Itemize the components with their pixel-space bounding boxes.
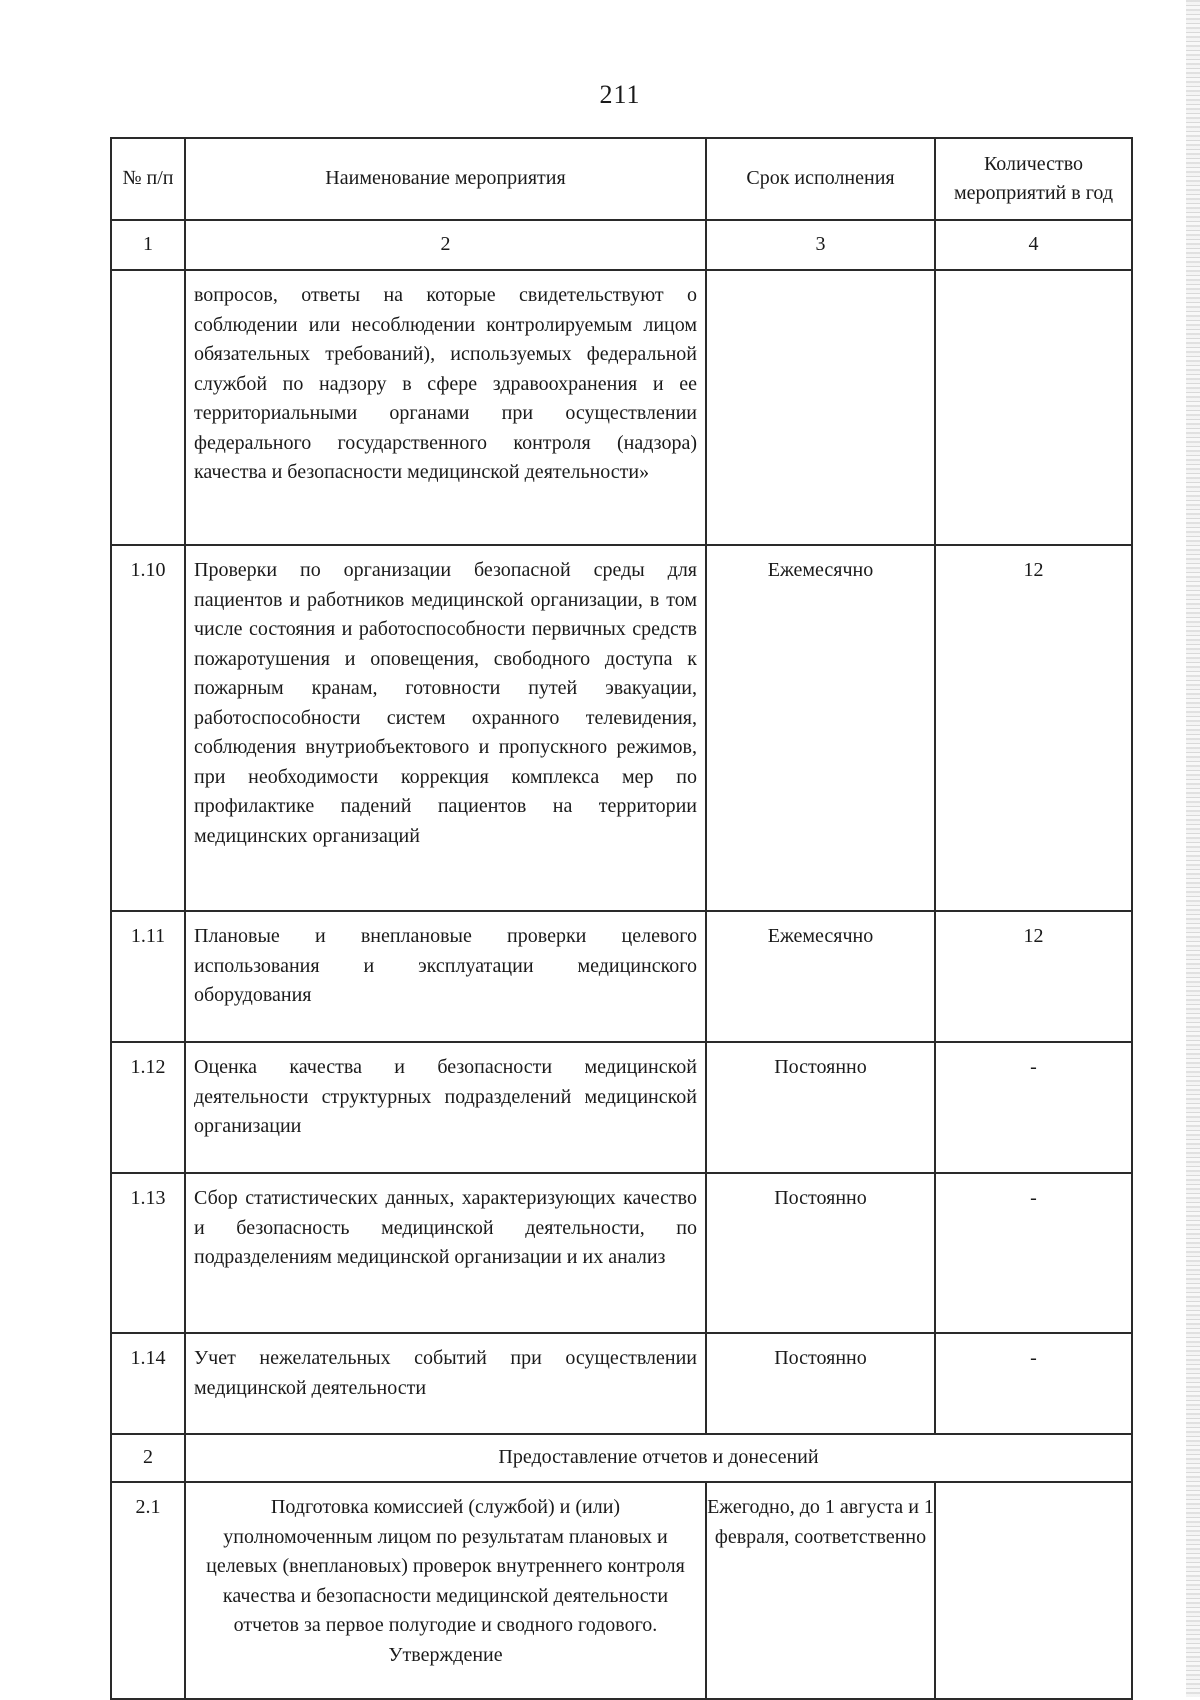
- row-name: Оценка качества и безопасности медицинской деятельности структурных подразделений медицинской организации: [185, 1042, 706, 1173]
- row-num-empty: [111, 270, 185, 545]
- row-count-empty: [935, 270, 1132, 545]
- table-row: [111, 545, 1132, 911]
- column-number: 2: [185, 220, 706, 270]
- table-row: [111, 1042, 1132, 1173]
- row-num: 1.10: [111, 545, 185, 911]
- row-num: 1.14: [111, 1333, 185, 1434]
- header-count: Количество мероприятий в год: [935, 138, 1132, 220]
- column-number: 1: [111, 220, 185, 270]
- row-term: Постоянно: [706, 1173, 935, 1333]
- row-num: 1.11: [111, 911, 185, 1042]
- table-row-continuation: [111, 270, 1132, 545]
- header-num: № п/п: [111, 138, 185, 220]
- page-number: 211: [599, 80, 641, 109]
- scan-edge-artifact: [1186, 0, 1200, 1697]
- header-name: Наименование мероприятия: [185, 138, 706, 220]
- column-number: 3: [706, 220, 935, 270]
- row-term: Ежегодно, до 1 августа и 1 февраля, соответственно: [706, 1482, 935, 1699]
- row-name: Учет нежелательных событий при осуществлении медицинской деятельности: [185, 1333, 706, 1434]
- table-header-row: [111, 138, 1132, 220]
- row-term: Ежемесячно: [706, 911, 935, 1042]
- row-term: Постоянно: [706, 1042, 935, 1173]
- row-count: [935, 1482, 1132, 1699]
- table-row: [111, 1482, 1132, 1699]
- row-num: 2.1: [111, 1482, 185, 1699]
- row-term: Постоянно: [706, 1333, 935, 1434]
- row-num: 1.12: [111, 1042, 185, 1173]
- row-name: Сбор статистических данных, характеризующих качество и безопасность медицинской деятельности, по подразделениям медицинской организации и их анализ: [185, 1173, 706, 1333]
- row-count: -: [935, 1042, 1132, 1173]
- row-term-empty: [706, 270, 935, 545]
- row-count: -: [935, 1173, 1132, 1333]
- table-row: [111, 911, 1132, 1042]
- table-row: [111, 1173, 1132, 1333]
- section-title: Предоставление отчетов и донесений: [185, 1434, 1132, 1482]
- header-term: Срок исполнения: [706, 138, 935, 220]
- row-name: Плановые и внеплановые проверки целевого использования и эксплуатации медицинского оборудования: [185, 911, 706, 1042]
- row-count: -: [935, 1333, 1132, 1434]
- column-numbers-row: [111, 220, 1132, 270]
- section-row: [111, 1434, 1132, 1482]
- section-num: 2: [111, 1434, 185, 1482]
- activities-table: [110, 137, 1133, 1700]
- row-name: Подготовка комиссией (службой) и (или) уполномоченным лицом по результатам плановых и целевых (внеплановых) проверок внутреннего контроля качества и безопасности медицинской деятельности отчетов за первое полугодие и сводного годового. Утверждение: [185, 1482, 706, 1699]
- row-name: вопросов, ответы на которые свидетельствуют о соблюдении или несоблюдении контролируемым лицом обязательных требований), используемых федеральной службой по надзору в сфере здравоохранения и ее территориальными органами при осуществлении федерального государственного контроля (надзора) качества и безопасности медицинской деятельности»: [185, 270, 706, 545]
- row-term: Ежемесячно: [706, 545, 935, 911]
- table-row: [111, 1333, 1132, 1434]
- column-number: 4: [935, 220, 1132, 270]
- row-count: 12: [935, 911, 1132, 1042]
- row-num: 1.13: [111, 1173, 185, 1333]
- row-name: Проверки по организации безопасной среды для пациентов и работников медицинской организации, в том числе состояния и работоспособности первичных средств пожаротушения и оповещения, свободного доступа к пожарным кранам, готовности путей эвакуации, работоспособности систем охранного телевидения, соблюдения внутриобъектового и пропускного режимов, при необходимости коррекция комплекса мер по профилактике падений пациентов на территории медицинских организаций: [185, 545, 706, 911]
- row-count: 12: [935, 545, 1132, 911]
